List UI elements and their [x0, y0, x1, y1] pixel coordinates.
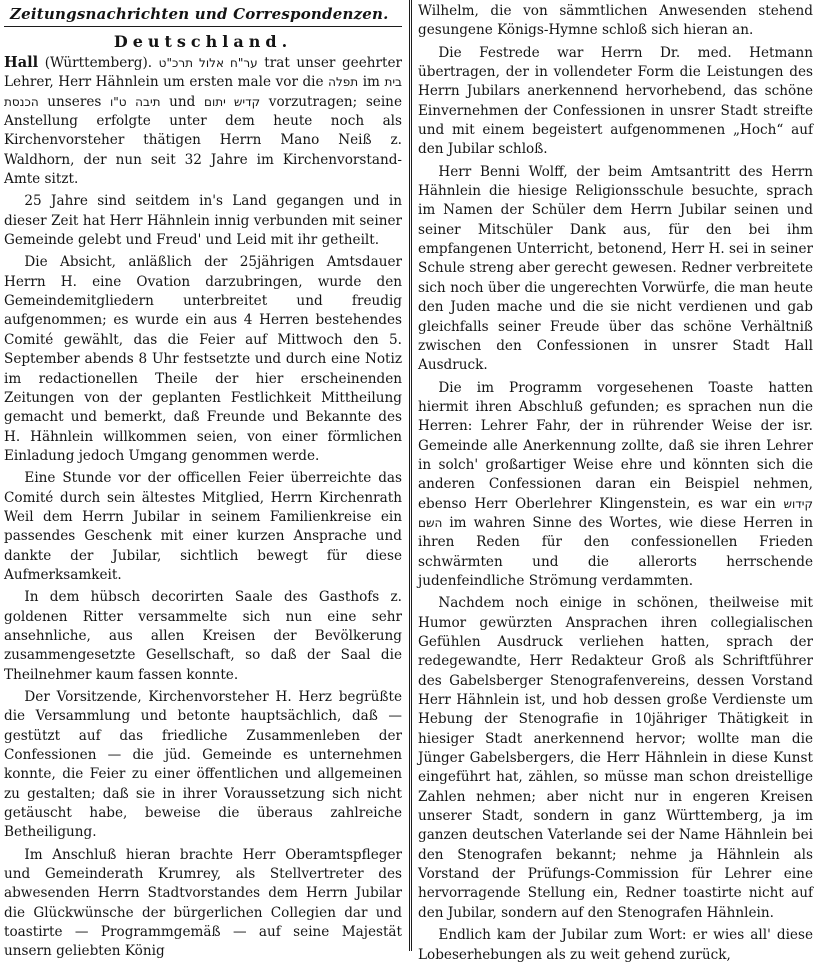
article-paragraph-4: Eine Stunde vor der officellen Feier überreichte das Comité durch sein ältestes Mitglied, Herrn Kirchenrath Weil dem Herrn Jubilar in seinem Familienkreise ein passendes Geschenk mit einer kurzen Ansprache und dankte der Jubilar, sichtlich bewegt für diese Aufmerksamkeit.	[4, 470, 402, 583]
section-title: Zeitungsnachrichten und Correspondenzen.	[4, 2, 402, 27]
article-paragraph-2: 25 Jahre sind seitdem in's Land gegangen und in dieser Zeit hat Herr Hähnlein innig verbunden mit seiner Gemeinde gelebt und Freud' und Leid mit ihr getheilt.	[4, 193, 402, 249]
place-name: Hall	[4, 54, 39, 71]
hebrew-word-kiddush: קידוש השם	[418, 496, 813, 530]
article-paragraph-1: Hall (Württemberg). ער"ח אלול תרכ"ט trat unser geehrter Lehrer, Herr Hähnlein um ersten male vor die תפלה im בית הכנסת unseres ט"ו תיבה und קדיש יתום vorzutragen; seine Anstellung erfolgte unter dem heute noch als Kirchenvorsteher thätigen Herrn Mano Neiß z. Waldhorn, der nun seit 32 Jahre im Kirchenvorstand-Amte sitzt.	[4, 54, 402, 188]
article-paragraph-11: Die im Programm vorgesehenen Toaste hatten hiermit ihren Abschluß gefunden; es sprachen nun die Herren: Lehrer Fahr, der in rührender Weise der isr. Gemeinde alle Anerkennung zollte, daß sie ihren Lehrer in solch' großartiger Weise ehre und könnten sich die anderen Confessionen daran ein Beispiel nehmen, ebenso Herr Oberlehrer Klingenstein, es war ein קידוש השם im wahren Sinne des Wortes, wie diese Herren in ihren Reden für den confessionellen Frieden schwärmten und die allerorts herrschende judenfeindliche Strömung verdammten.	[418, 379, 813, 589]
hebrew-word-bayit: בית הכנסת	[4, 75, 402, 109]
article-paragraph-5: In dem hübsch decorirten Saale des Gasthofs z. goldenen Ritter versammelte sich nun eine sehr ansehnliche, aus allen Kreisen der Bevölkerung zusammengesetzte Gesellschaft, so daß der Saal die Theilnehmer kaum fassen konnte.	[4, 589, 402, 683]
left-column	[4, 0, 402, 960]
article-paragraph-6: Der Vorsitzende, Kirchenvorsteher H. Herz begrüßte die Versammlung und betonte hauptsächlich, daß — gestützt auf das friedliche Zusammenleben der Confessionen — die jüd. Gemeinde es unternehmen konnte, die Feier zu einer öffentlichen und allgemeinen zu gestalten; daß sie in ihrer Voraussetzung sich nicht getäuscht habe, beweise die überaus zahlreiche Betheiligung.	[4, 689, 402, 841]
article-paragraph-3: Die Absicht, anläßlich der 25jährigen Amtsdauer Herrn H. eine Ovation darzubringen, wurde den Gemeindemitgliedern unterbreitet und freudig aufgenommen; es wurde ein aus 4 Herren bestehendes Comité gewählt, das die Feier auf Mittwoch den 5. September abends 8 Uhr festsetzte und durch eine Notiz im redactionellen Theile der hier erscheinenden Zeitungen von der geplanten Festlichkeit Mittheilung gemacht und bemerkt, daß Freunde und Bekannte des H. Hähnlein willkommen seien, von einer förmlichen Einladung jedoch Umgang genommen werde.	[4, 254, 402, 464]
hebrew-word-yud: ט"ו	[109, 94, 127, 109]
article-paragraph-8: Wilhelm, die von sämmtlichen Anwesenden stehend gesungene Königs-Hymne schloß sich hieran an.	[418, 3, 813, 39]
article-paragraph-10: Herr Benni Wolff, der beim Amtsantritt des Herrn Hähnlein die hiesige Religionsschule besuchte, sprach im Namen der Schüler dem Herrn Jubilar seinen und seiner Mitschüler Dank aus, für den bei ihm empfangenen Unterricht, betonend, Herr H. sei in seiner Schule streng aber gerecht gewesen. Redner verbreitete sich noch über die ungerechten Vorwürfe, die man heute den Juden mache und die sie nicht verdienen und gab gleichfalls seiner Freude über das schöne Verhältniß zwischen den Confessionen in unsrer Stadt Hall Ausdruck.	[418, 163, 813, 374]
article-paragraph-13: Endlich kam der Jubilar zum Wort: er wies all' diese Lobeserhebungen als zu weit gehend zurück,	[418, 927, 813, 963]
hebrew-date: ער"ח אלול תרכ"ט	[158, 56, 258, 70]
article-paragraph-9: Die Festrede war Herrn Dr. med. Hetmann übertragen, der in vollendeter Form die Leistungen des Herrn Jubilars anerkennend hervorhebend, das schöne Einvernehmen der Confessionen in unsrer Stadt streifte und mit einem begeistert aufgenommenen „Hoch“ auf den Jubilar schloß.	[418, 44, 813, 158]
hebrew-word-teva: תיבה	[135, 94, 161, 109]
column-divider	[409, 0, 412, 951]
hebrew-word-kaddish: קדיש יתום	[203, 94, 261, 109]
hebrew-word-tefila: תפלה	[328, 75, 359, 90]
right-column	[418, 0, 813, 963]
article-paragraph-7: Im Anschluß hieran brachte Herr Oberamtspfleger und Gemeinderath Krumrey, als Stellvertreter des abwesenden Herrn Stadtvorstandes dem Herrn Jubilar die Glückwünsche der bürgerlichen Collegien dar und toastirte — Programmgemäß — auf seine Majestät unsern geliebten König	[4, 846, 402, 960]
article-paragraph-12: Nachdem noch einige in schönen, theilweise mit Humor gewürzten Ansprachen ihren collegialischen Gefühlen Ausdruck verliehen hatten, sprach der redegewandte, Herr Redakteur Groß als Schriftführer des Gabelsberger Stenografenvereins, dessen Vorstand Herr Hähnlein ist, und hob dessen große Verdienste um Hebung der Stenografie in 10jähriger Thätigkeit in hiesiger Stadt anerkennend hervor; wollte man die Jünger Gabelsbergers, die Herr Hähnlein in diese Kunst eingeführt hat, zählen, so müsse man schon dreistellige Zahlen nehmen; aber nicht nur in engeren Kreisen unserer Stadt, sondern in ganz Württemberg, ja im ganzen deutschen Vaterlande sei der Name Hähnlein bei den Stenografen bekannt; nehme ja Hähnlein als Vorstand der Prüfungs-Commission für Lehrer eine hervorragende Stellung ein, Redner toastirte nicht auf den Jubilar, sondern auf den Stenografen Hähnlein.	[418, 595, 813, 921]
country-heading: Deutschland.	[113, 32, 293, 51]
